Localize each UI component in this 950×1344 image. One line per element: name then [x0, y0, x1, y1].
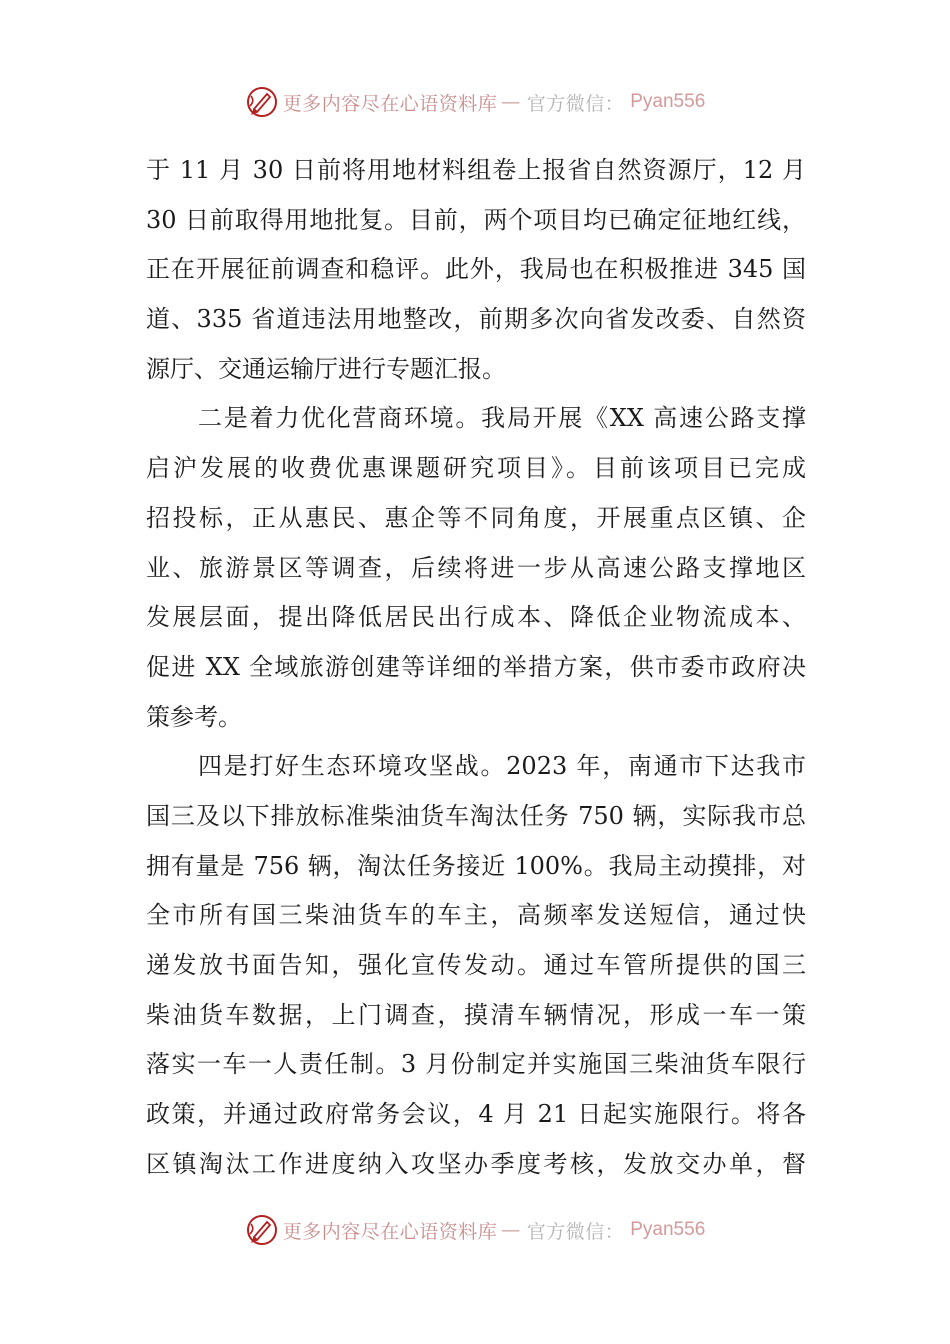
- text-line: 四是打好生态环境攻坚战。2023 年，南通市下达我市: [198, 752, 806, 781]
- watermark-separator: —: [501, 91, 521, 113]
- text-line: 全市所有国三柴油货车的车主，高频率发送短信，通过快: [146, 901, 806, 930]
- text-line: 政策，并通过政府常务会议，4 月 21 日起实施限行。将各: [146, 1100, 806, 1129]
- text-line: 策参考。: [146, 702, 242, 731]
- text-line: 于 11 月 30 日前将用地材料组卷上报省自然资源厅，12 月: [146, 156, 806, 184]
- watermark-site-text: 更多内容尽在心语资料库: [282, 92, 498, 115]
- header-watermark: [0, 84, 950, 120]
- text-line: 业、旅游景区等调查，后续将进一步从高速公路支撑地区: [146, 553, 806, 582]
- text-line: 拥有量是 756 辆，淘汰任务接近 100%。我局主动摸排，对: [146, 851, 806, 880]
- watermark-wechat-id: Pyan556: [630, 91, 706, 112]
- text-line: 落实一车一人责任制。3 月份制定并实施国三柴油货车限行: [146, 1050, 806, 1079]
- text-line: 发展层面，提出降低居民出行成本、降低企业物流成本、: [146, 603, 806, 632]
- text-line: 招投标，正从惠民、惠企等不同角度，开展重点区镇、企: [146, 503, 806, 532]
- text-line: 30 日前取得用地批复。目前，两个项目均已确定征地红线，: [146, 205, 806, 234]
- text-line: 正在开展征前调查和稳评。此外，我局也在积极推进 345 国: [146, 255, 806, 284]
- footer-watermark: [0, 1212, 950, 1248]
- text-line: 二是着力优化营商环境。我局开展《XX 高速公路支撑: [198, 404, 806, 433]
- text-line: 递发放书面告知，强化宣传发动。通过车管所提供的国三: [146, 951, 806, 979]
- document-body: [146, 146, 806, 1189]
- text-line: 国三及以下排放标准柴油货车淘汰任务 750 辆，实际我市总: [146, 801, 806, 830]
- text-line: 促进 XX 全域旅游创建等详细的举措方案，供市委市政府决: [146, 652, 806, 681]
- watermark-site-text: 更多内容尽在心语资料库: [282, 1220, 498, 1243]
- text-line: 道、335 省道违法用地整改，前期多次向省发改委、自然资: [146, 305, 806, 334]
- text-line: 启沪发展的收费优惠课题研究项目》。目前该项目已完成: [146, 454, 806, 483]
- pen-logo-icon: [245, 1213, 279, 1247]
- watermark-wechat-label: 官方微信：: [526, 1220, 625, 1243]
- watermark-wechat-id: Pyan556: [630, 1219, 706, 1240]
- text-line: 柴油货车数据，上门调查，摸清车辆情况，形成一车一策: [146, 1000, 806, 1029]
- text-line: 源厅、交通运输厅进行专题汇报。: [146, 354, 506, 383]
- text-line: 区镇淘汰工作进度纳入攻坚办季度考核，发放交办单，督: [146, 1149, 806, 1178]
- watermark-separator: —: [501, 1219, 521, 1241]
- pen-logo-icon: [245, 85, 279, 119]
- watermark-wechat-label: 官方微信：: [526, 92, 625, 115]
